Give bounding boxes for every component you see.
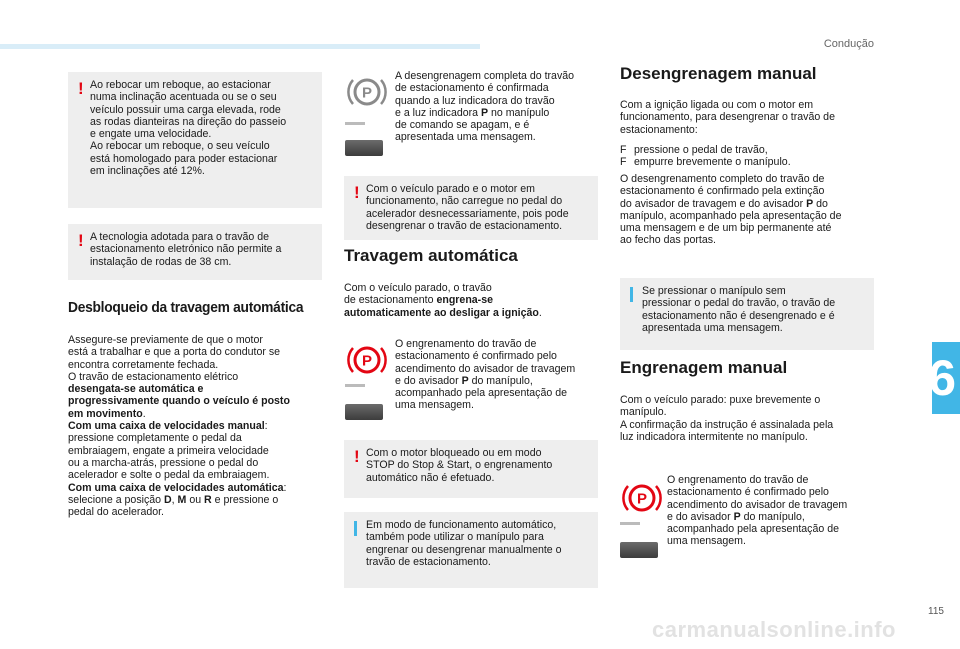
paragraph: O engrenamento do travão de estacionamento é confirmado pelo acendimento do avisador de travagem e do avisador (395, 338, 576, 387)
parking-on-icon (345, 342, 389, 378)
separator: ou (186, 493, 205, 506)
info-box-auto-mode (344, 512, 598, 588)
paragraph: pressione completamente o pedal da embraiagem, engate a primeira velocidade ou a marcha-atrás, pressione o pedal do acelerador e solte o pedal da embraiagem. (68, 432, 270, 482)
bold-text: P (733, 510, 741, 523)
warning-text: A tecnologia adotada para o travão de estacionamento eletrónico não permite a instalação de rodas de 38 cm. (90, 231, 282, 268)
warning-box-accelerator (344, 176, 598, 240)
heading-desengrenagem-manual: Desengrenagem manual (620, 64, 817, 83)
info-text: Se pressionar o manípulo sem pressionar o pedal do travão, o travão de estacionamento não é desengrenado e é apresentada uma mensagem. (642, 285, 836, 334)
text-engage-confirm (395, 338, 605, 412)
warning-icon: ! (78, 231, 84, 250)
parking-lever-icon (620, 542, 658, 558)
parking-lever-icon (345, 404, 383, 420)
text-disengage-confirm (395, 70, 605, 144)
bullet-text: empurre brevemente o manípulo. (634, 156, 791, 169)
warning-icon: ! (354, 183, 360, 202)
text-engage-signal: A confirmação da instrução é assinalada pela luz indicadora intermitente no manípulo. (620, 419, 834, 444)
info-text: Em modo de funcionamento automático, também pode utilizar o manípulo para engrenar ou desengrenar manualmente o travão de estacionamento. (366, 519, 562, 568)
warning-icon: ! (78, 79, 84, 98)
paragraph: A desengrenagem completa do travão de estacionamento é confirmada quando a luz indicadora do travão e a luz indicadora (395, 70, 575, 119)
bold-text: M (177, 493, 187, 506)
text-manual-disengage: Com a ignição ligada ou com o motor em funcionamento, para desengrenar o travão de estacionamento: (620, 99, 835, 136)
info-box-no-brake (620, 278, 874, 350)
paragraph: do manípulo, acompanhado pela apresentação de uma mensagem. (667, 510, 839, 548)
chapter-number: 6 (928, 350, 956, 406)
bold-text: D (164, 493, 172, 506)
svg-text:P: P (361, 84, 373, 102)
paragraph: selecione a posição (68, 493, 164, 506)
paragraph: do manípulo, acompanhado pela apresentação de uma mensagem. (395, 374, 567, 412)
text-disengage-result (620, 173, 860, 247)
heading-desbloqueio: Desbloqueio da travagem automática (68, 299, 304, 316)
parking-on-icon (620, 480, 664, 516)
paragraph: O engrenamento do travão de estacionamento é confirmado pelo acendimento do avisador de travagem e do avisador (667, 474, 848, 523)
paragraph: O desengrenamento completo do travão de estacionamento é confirmado pela extinção do avisador de travagem e do avisador (620, 173, 825, 210)
info-icon (630, 287, 633, 302)
bullet-text: pressione o pedal de travão, (634, 144, 768, 156)
info-icon (354, 521, 357, 536)
bold-text: desengata-se automática e progressivamente quando o veículo é posto em movimento (68, 383, 290, 420)
warning-box-towing (68, 72, 322, 208)
parking-lever-icon (345, 140, 383, 156)
heading-travagem-automatica: Travagem automática (344, 246, 518, 265)
text-manual-engage-confirm (667, 474, 877, 548)
list-item: F pressione o pedal de travão, (620, 144, 768, 156)
paragraph: Assegure-se previamente de que o motor está a trabalhar e que a porta do condutor se encontra corretamente fechada. O travão de estacionamento elétrico (68, 334, 281, 383)
bold-text: engrena-se automaticamente ao desligar a ignição (344, 294, 539, 319)
bullet-list (620, 144, 860, 169)
bold-text: Com uma caixa de velocidades automática (68, 481, 284, 494)
svg-text:P: P (361, 352, 373, 370)
warning-text: Com o motor bloqueado ou em modo STOP do Stop & Start, o engrenamento automático não é efetuado. (366, 447, 553, 484)
body-text-desbloqueio: Assegure-se previamente de que o motor está a trabalhar e que a porta do condutor se encontra corretamente fechada. O travão de estacionamento elétrico desengata-se automática e progressivamente quando o veículo é posto em movimento. Com uma caixa de velocidades manual: pressione completamente o pedal da embraiagem, engate a primeira velocidade ou a marcha-atrás, pressione o pedal do acelerador e solte o pedal da embraiagem. Com uma caixa de velocidades automática: selecione a posição D, M ou R e pressione o pedal do acelerador. (68, 334, 290, 519)
paragraph: e pressione o pedal do acelerador. (68, 493, 279, 519)
lever-shadow-icon (620, 522, 640, 525)
paragraph: no manípulo de comando se apagam, e é apresentada uma mensagem. (395, 106, 550, 144)
page-number: 115 (928, 606, 944, 617)
chapter-tab (928, 342, 960, 414)
lever-shadow-icon (345, 122, 365, 125)
bold-text: R (204, 493, 212, 506)
list-item: F empurre brevemente o manípulo. (620, 156, 791, 169)
heading-engrenagem-manual: Engrenagem manual (620, 358, 788, 377)
bold-text: P (480, 106, 489, 119)
watermark: carmanualsonline.info (652, 617, 896, 642)
lever-shadow-icon (345, 384, 365, 387)
warning-box-stop-start (344, 440, 598, 498)
bold-text: P (806, 197, 814, 210)
parking-off-icon (345, 74, 389, 110)
warning-text: Ao rebocar um reboque, ao estacionar numa inclinação acentuada ou se o seu veículo possuir uma carga elevada, rode as rodas dianteiras na direção do passeio e engate uma velocidade. Ao rebocar um reboque, o seu veículo está homologado para poder estacionar em inclinações até 12%. (90, 79, 287, 178)
svg-text:P: P (636, 490, 648, 508)
bold-text: P (461, 374, 469, 387)
paragraph: do manípulo, acompanhado pela apresentação de uma mensagem e de um bip permanente até ao fecho das portas. (620, 197, 842, 247)
header-bar (0, 44, 480, 49)
warning-icon: ! (354, 447, 360, 466)
bold-text: Com uma caixa de velocidades manual (68, 420, 265, 433)
section-title: Condução (823, 38, 874, 50)
text-manual-engage: Com o veículo parado: puxe brevemente o manípulo. (620, 394, 821, 419)
text-auto-braking: Com o veículo parado, o travão de estacionamento engrena-se automaticamente ao desligar a ignição. (344, 282, 542, 319)
separator: , (171, 493, 178, 506)
paragraph: Com o veículo parado, o travão de estacionamento (344, 282, 492, 307)
warning-text: Com o veículo parado e o motor em funcionamento, não carregue no pedal do acelerador desnecessariamente, pois pode desengrenar o travão de estacionamento. (366, 183, 569, 232)
warning-box-wheels (68, 224, 322, 280)
